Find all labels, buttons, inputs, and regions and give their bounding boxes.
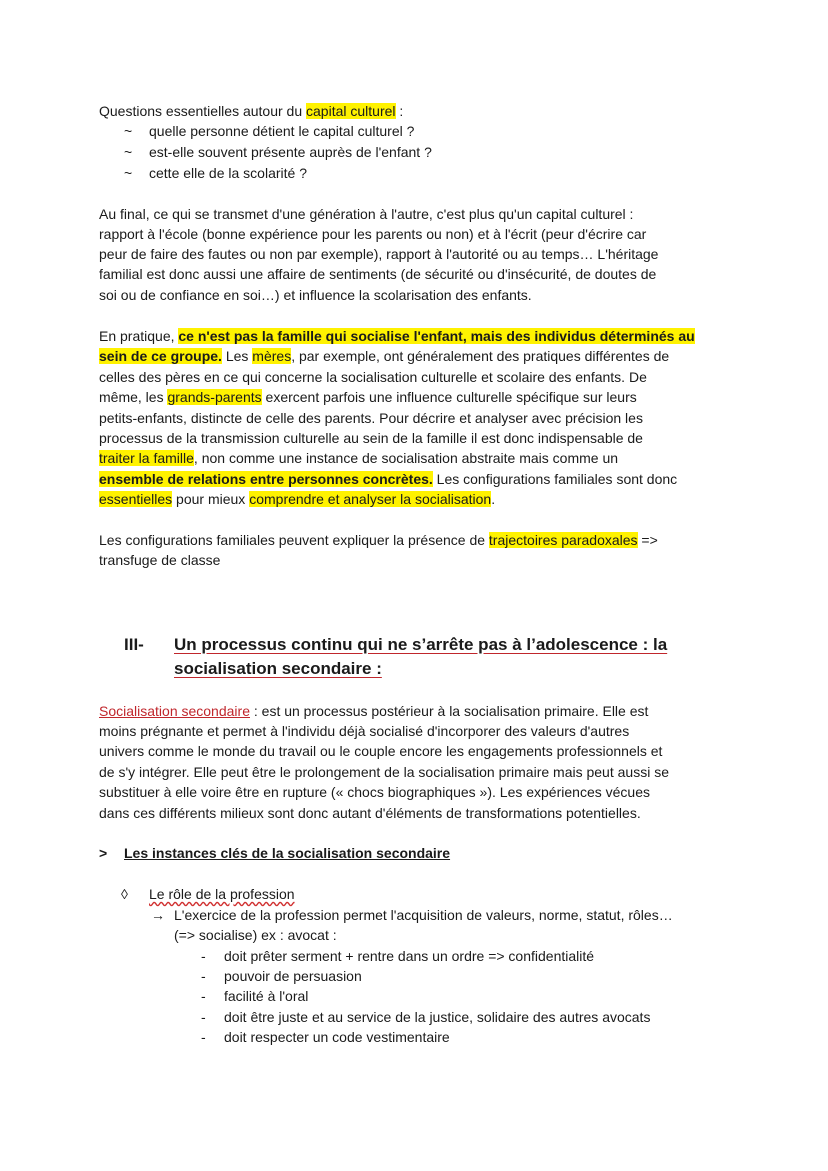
dash-bullet: - <box>201 1029 206 1045</box>
intro-item: est-elle souvent présente auprès de l'enfant ? <box>149 144 432 160</box>
dash-bullet: - <box>201 988 206 1004</box>
profession-desc: L'exercice de la profession permet l'acquisition de valeurs, norme, statut, rôles… <box>174 907 673 923</box>
highlight-comprendre: comprendre et analyser la socialisation <box>249 491 492 507</box>
section-number: III- <box>124 635 144 654</box>
para3-line: Les configurations familiales peuvent expliquer la présence de trajectoires paradoxales => <box>99 532 658 548</box>
para2-line: essentielles pour mieux comprendre et analyser la socialisation. <box>99 491 496 507</box>
intro-prefix: Questions essentielles autour du <box>99 103 307 119</box>
profession-item: facilité à l'oral <box>224 988 309 1004</box>
highlight-ensemble-relations: ensemble de relations entre personnes concrètes. <box>99 471 433 487</box>
para1-line: Au final, ce qui se transmet d'une génération à l'autre, c'est plus qu'un capital culturel : <box>99 206 634 222</box>
profession-item: doit être juste et au service de la justice, solidaire des autres avocats <box>224 1009 651 1025</box>
highlight-grands-parents: grands-parents <box>167 389 262 405</box>
arrow-right-icon: → <box>151 907 165 923</box>
profession-item: doit prêter serment + rentre dans un ordre => confidentialité <box>224 948 595 964</box>
dash-bullet: - <box>201 948 206 964</box>
para1-line: soi ou de confiance en soi…) et influence la scolarisation des enfants. <box>99 287 532 303</box>
para4-line: de s'y intégrer. Elle peut être le prolongement de la socialisation primaire mais peut aussi se <box>99 764 669 780</box>
highlight-essentielles: essentielles <box>99 491 173 507</box>
para4-line: dans ces différents milieux sont donc autant d'éléments de transformations potentielles. <box>99 805 641 821</box>
para4-line: moins prégnante et permet à l'individu déjà socialisé d'incorporer des valeurs d'autres <box>99 723 630 739</box>
intro-item: quelle personne détient le capital culturel ? <box>149 123 415 139</box>
para4-line: univers comme le monde du travail ou le couple encore les engagements professionnels et <box>99 743 663 759</box>
highlight-traiter-la-famille: traiter la famille <box>99 450 194 466</box>
diamond-bullet-icon: ◊ <box>121 886 128 902</box>
tilde-bullet: ~ <box>124 144 133 160</box>
para1-line: familial est donc aussi une affaire de sentiments (de sécurité ou d'insécurité, de doutes de <box>99 266 657 282</box>
para2-line: sein de ce groupe. Les mères, par exemple, ont généralement des pratiques différentes de <box>99 348 670 364</box>
highlight-key-statement: ce n'est pas la famille qui socialise l'enfant, mais des individus déterminés au <box>178 328 695 344</box>
highlight-key-statement: sein de ce groupe. <box>99 348 222 364</box>
intro-line: Questions essentielles autour du capital culturel : <box>99 103 404 119</box>
section-title: Un processus continu qui ne s’arrête pas à l’adolescence : la <box>174 635 668 654</box>
para1-line: peur de faire des fautes ou non par exemple), rapport à l'autorité ou au temps… L'héritage <box>99 246 659 262</box>
chevron-marker-icon: > <box>99 845 108 861</box>
profession-item: pouvoir de persuasion <box>224 968 362 984</box>
highlight-trajectoires: trajectoires paradoxales <box>488 532 638 548</box>
para2-line: petits-enfants, distincte de celle des parents. Pour décrire et analyser avec précision les <box>99 410 643 426</box>
intro-item: cette elle de la scolarité ? <box>149 165 307 181</box>
dash-bullet: - <box>201 968 206 984</box>
section-title: socialisation secondaire : <box>174 659 382 678</box>
para2-line: En pratique, ce n'est pas la famille qui socialise l'enfant, mais des individus déterminés au <box>99 328 695 344</box>
para3-line: transfuge de classe <box>99 552 221 568</box>
profession-desc: (=> socialise) ex : avocat : <box>174 927 337 943</box>
para4-line: substituer à elle voire être en rupture (« chocs biographiques »). Les expériences vécues <box>99 784 650 800</box>
tilde-bullet: ~ <box>124 165 133 181</box>
para4-line: Socialisation secondaire : est un processus postérieur à la socialisation primaire. Elle est <box>99 703 649 719</box>
profession-item: doit respecter un code vestimentaire <box>224 1029 450 1045</box>
para1-line: rapport à l'école (bonne expérience pour les parents ou non) et à l'écrit (peur d'écrire car <box>99 226 647 242</box>
highlight-meres: mères <box>252 348 292 364</box>
para2-line: celles des pères en ce qui concerne la socialisation culturelle et scolaire des enfants. De <box>99 369 647 385</box>
tilde-bullet: ~ <box>124 123 133 139</box>
dash-bullet: - <box>201 1009 206 1025</box>
profession-title: Le rôle de la profession <box>149 886 295 902</box>
para2-line: même, les grands-parents exercent parfois une influence culturelle spécifique sur leurs <box>99 389 637 405</box>
highlight-capital-culturel: capital culturel <box>306 103 396 119</box>
para2-line: processus de la transmission culturelle au sein de la famille il est donc indispensable de <box>99 430 643 446</box>
subsection-title: Les instances clés de la socialisation secondaire <box>124 845 451 861</box>
para2-line: ensemble de relations entre personnes concrètes. Les configurations familiales sont donc <box>99 471 678 487</box>
term-socialisation-secondaire: Socialisation secondaire <box>99 703 250 719</box>
para2-line: traiter la famille, non comme une instance de socialisation abstraite mais comme un <box>99 450 619 466</box>
